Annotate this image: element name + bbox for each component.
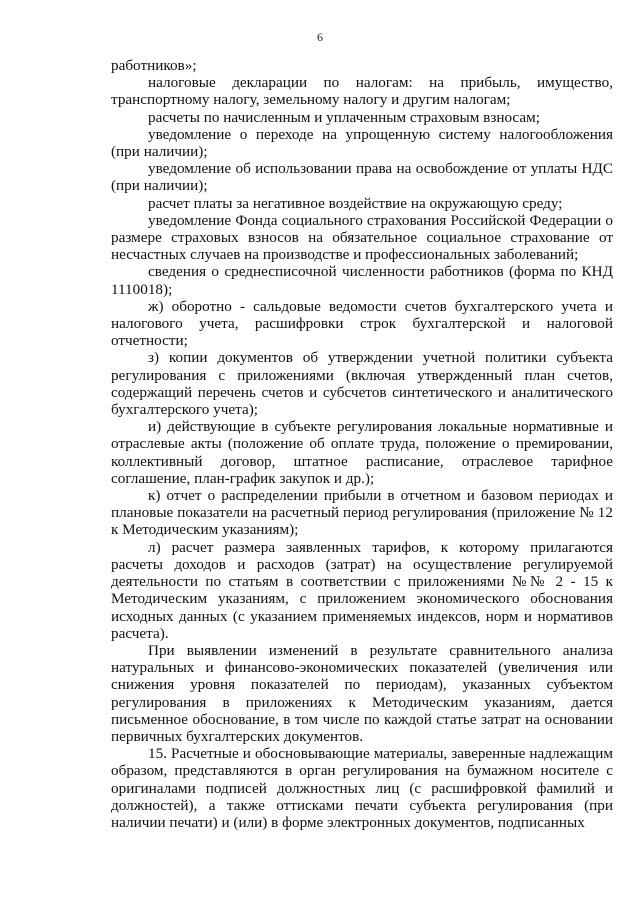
paragraph: з) копии документов об утверждении учетной политики субъекта регулирования с приложениями (включая утвержденный план счетов, содержащий перечень счетов и субсчетов синтетического и аналитического бухгалтерского учета); xyxy=(111,349,613,419)
paragraph: уведомление Фонда социального страхования Российской Федерации о размере страховых взносов на обязательное социальное страхование от несчастных случаев на производстве и профессиональных заболеваний; xyxy=(111,211,613,264)
paragraph: работников»; xyxy=(111,57,197,74)
document-body xyxy=(111,57,613,831)
paragraph: и) действующие в субъекте регулирования локальные нормативные и отраслевые акты (положение об оплате труда, положение о премировании, коллективный договор, штатное расписание, отраслевое тарифное соглашение, план-график закупок и др.); xyxy=(111,418,613,487)
paragraph: ж) оборотно - сальдовые ведомости счетов бухгалтерского учета и налогового учета, расшифровки строк бухгалтерской и налоговой отчетности; xyxy=(111,297,613,350)
paragraph: налоговые декларации по налогам: на прибыль, имущество, транспортному налогу, земельному налогу и другим налогам; xyxy=(111,74,613,109)
paragraph: 15. Расчетные и обосновывающие материалы, заверенные надлежащим образом, представляются в орган регулирования на бумажном носителе с оригиналами подписей должностных лиц (с расшифровкой фамилий и должностей), а также оттисками печати субъекта регулирования (при наличии печати) и (или) в форме электронных документов, подписанных xyxy=(111,745,613,831)
paragraph: сведения о среднесписочной численности работников (форма по КНД 1110018); xyxy=(111,263,613,298)
paragraph: к) отчет о распределении прибыли в отчетном и базовом периодах и плановые показатели на расчетный период регулирования (приложение № 12 к Методическим указаниям); xyxy=(111,487,613,539)
paragraph: уведомление о переходе на упрощенную систему налогообложения (при наличии); xyxy=(111,125,613,161)
page-number: 6 xyxy=(317,30,323,44)
paragraph: расчет платы за негативное воздействие на окружающую среду; xyxy=(148,194,563,212)
paragraph: уведомление об использовании права на освобождение от уплаты НДС (при наличии); xyxy=(111,160,613,195)
paragraph: расчеты по начисленным и уплаченным страховым взносам; xyxy=(148,108,540,126)
paragraph: При выявлении изменений в результате сравнительного анализа натуральных и финансово-экономических показателей (увеличения или снижения уровня показателей по периодам), указанных субъектом регулирования в приложениях к Методическим указаниям, дается письменное обоснование, в том числе по каждой статье затрат на основании первичных бухгалтерских документов. xyxy=(111,641,613,745)
paragraph: л) расчет размера заявленных тарифов, к которому прилагаются расчеты доходов и расходов (затрат) на осуществление регулируемой деятельности по статьям в соответствии с приложениями №№ 2 - 15 к Методическим указаниям, с приложением экономического обоснования исходных данных (с указанием применяемых индексов, норм и нормативов расчета). xyxy=(111,538,613,642)
